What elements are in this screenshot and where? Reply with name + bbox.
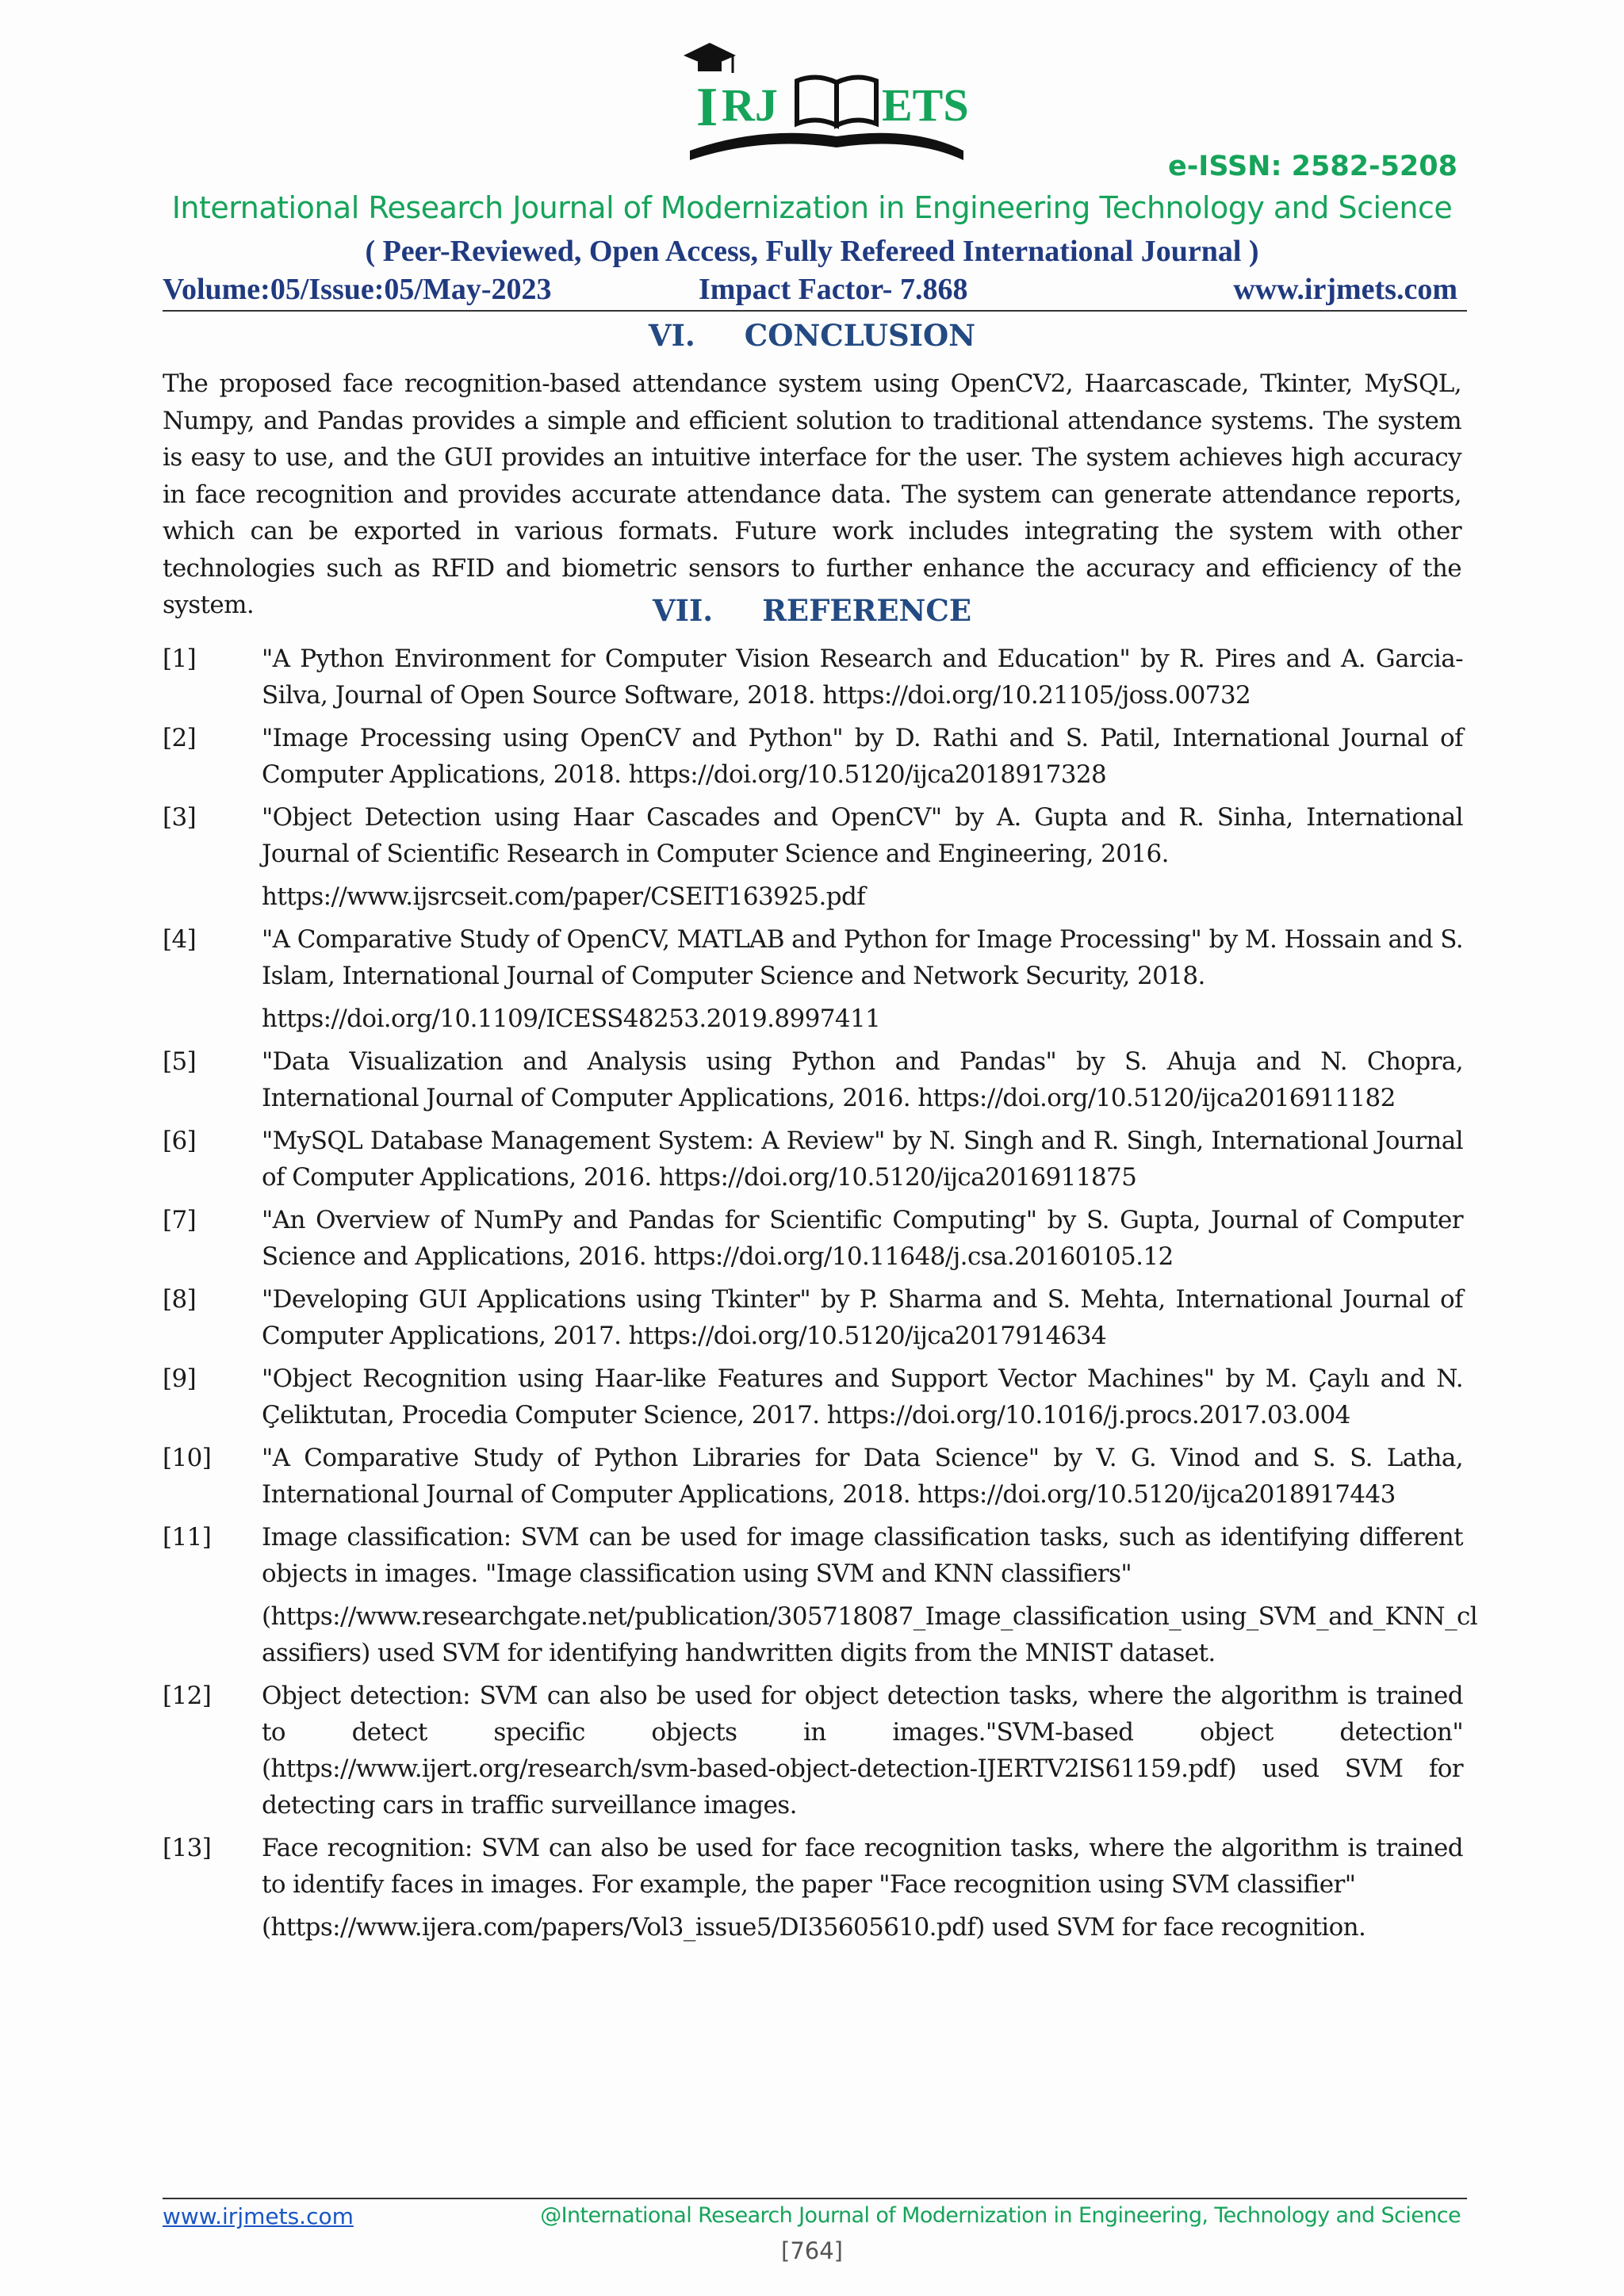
reference-citation: "A Comparative Study of OpenCV, MATLAB and Python for Image Processing" by M. Hossain and S. Islam, International Journal of Computer Science and Network Security, 2018. xyxy=(262,925,1463,990)
reference-list xyxy=(163,641,1478,1952)
reference-number: [4] xyxy=(163,925,197,954)
reference-text xyxy=(262,921,1463,1037)
reference-citation: Image classification: SVM can be used for image classification tasks, such as identifying different objects in images. "Image classification using SVM and KNN classifiers" xyxy=(262,1523,1463,1588)
conclusion-heading xyxy=(163,318,1461,353)
svg-text:RJ: RJ xyxy=(722,79,778,131)
reference-text xyxy=(262,1519,1478,1671)
reference-item xyxy=(163,799,1463,915)
reference-item xyxy=(163,720,1463,793)
reference-citation: Face recognition: SVM can also be used for face recognition tasks, where the algorithm is trained to identify faces in images. For example, the paper "Face recognition using SVM classifier" xyxy=(262,1834,1463,1899)
reference-text xyxy=(262,799,1463,915)
reference-citation: "A Comparative Study of Python Libraries for Data Science" by V. G. Vinod and S. S. Latha, International Journal of Computer Applications, 2018. https://doi.org/10.5120/ijca2018917443 xyxy=(262,1444,1463,1509)
reference-item xyxy=(163,921,1463,1037)
footer-website-link[interactable]: www.irjmets.com xyxy=(163,2203,354,2229)
peer-review-line: ( Peer-Reviewed, Open Access, Fully Refereed International Journal ) xyxy=(365,235,1259,268)
reference-number: [9] xyxy=(163,1364,197,1393)
reference-number: [6] xyxy=(163,1127,197,1155)
journal-title: International Research Journal of Modernization in Engineering Technology and Science xyxy=(171,190,1453,225)
reference-number: [1] xyxy=(163,645,197,673)
reference-number: [11] xyxy=(163,1523,212,1552)
reference-number: [5] xyxy=(163,1047,197,1076)
reference-number: [13] xyxy=(163,1834,212,1862)
reference-item xyxy=(163,1678,1463,1823)
reference-item xyxy=(163,1360,1463,1433)
reference-text xyxy=(262,1123,1463,1196)
reference-link[interactable]: https://doi.org/10.1109/ICESS48253.2019.8997411 xyxy=(262,1004,881,1033)
footer-copyright: @International Research Journal of Modernization in Engineering, Technology and Science xyxy=(540,2203,1461,2228)
svg-text:I: I xyxy=(696,77,718,138)
reference-citation: "Image Processing using OpenCV and Python" by D. Rathi and S. Patil, International Journal of Computer Applications, 2018. https://doi.org/10.5120/ijca2018917328 xyxy=(262,724,1463,789)
footer-divider xyxy=(163,2198,1467,2199)
reference-citation: "Object Recognition using Haar-like Features and Support Vector Machines" by M. Çaylı and N. Çeliktutan, Procedia Computer Science, 2017. https://doi.org/10.1016/j.procs.2017.03.004 xyxy=(262,1364,1463,1429)
impact-factor: Impact Factor- 7.868 xyxy=(699,273,968,306)
section-number: VII. xyxy=(652,593,714,628)
section-number: VI. xyxy=(648,318,695,353)
reference-link[interactable]: https://www.ijsrcseit.com/paper/CSEIT163925.pdf xyxy=(262,882,866,911)
issue-meta-line xyxy=(163,272,1467,312)
reference-number: [8] xyxy=(163,1285,197,1314)
issn-label: e-ISSN: 2582-5208 xyxy=(1168,151,1457,182)
reference-text xyxy=(262,1440,1463,1513)
reference-number: [3] xyxy=(163,803,197,832)
reference-item xyxy=(163,1830,1463,1946)
reference-text xyxy=(262,1360,1463,1433)
reference-text xyxy=(262,1281,1463,1354)
reference-citation: "Developing GUI Applications using Tkinter" by P. Sharma and S. Mehta, International Journal of Computer Applications, 2017. https://doi.org/10.5120/ijca2017914634 xyxy=(262,1285,1463,1350)
reference-citation: "Data Visualization and Analysis using Python and Pandas" by S. Ahuja and N. Chopra, International Journal of Computer Applications, 2016. https://doi.org/10.5120/ijca2016911182 xyxy=(262,1047,1463,1112)
reference-item xyxy=(163,1043,1463,1116)
reference-item xyxy=(163,1519,1478,1671)
reference-item xyxy=(163,1281,1463,1354)
reference-citation: "MySQL Database Management System: A Review" by N. Singh and R. Singh, International Journal of Computer Applications, 2016. https://doi.org/10.5120/ijca2016911875 xyxy=(262,1127,1463,1192)
reference-text xyxy=(262,1043,1463,1116)
reference-text xyxy=(262,1678,1463,1823)
page-number: [764] xyxy=(781,2237,843,2264)
reference-item xyxy=(163,1440,1463,1513)
header-website: www.irjmets.com xyxy=(1233,273,1457,306)
logo-graphic xyxy=(674,32,967,170)
svg-text:ETS: ETS xyxy=(882,79,967,131)
reference-number: [2] xyxy=(163,724,197,752)
reference-text xyxy=(262,720,1463,793)
section-title: CONCLUSION xyxy=(744,318,976,353)
reference-text xyxy=(262,1202,1463,1275)
reference-text xyxy=(262,1830,1463,1946)
reference-citation: "Object Detection using Haar Cascades and OpenCV" by A. Gupta and R. Sinha, International Journal of Scientific Research in Computer Science and Engineering, 2016. xyxy=(262,803,1463,868)
reference-number: [7] xyxy=(163,1206,197,1234)
reference-link[interactable]: (https://www.researchgate.net/publication/305718087_Image_classification_using_SVM_and_KNN_cl assifiers) used SVM for identifying handwritten digits from the MNIST dataset. xyxy=(262,1602,1478,1667)
conclusion-paragraph: The proposed face recognition-based attendance system using OpenCV2, Haarcascade, Tkinter, MySQL, Numpy, and Pandas provides a simple and efficient solution to traditional attendance systems. The system is easy to use, and the GUI provides an intuitive interface for the user. The system achieves high accuracy in face recognition and provides accurate attendance data. The system can generate attendance reports, which can be exported in various formats. Future work includes integrating the system with other technologies such as RFID and biometric sensors to further enhance the accuracy and efficiency of the system. xyxy=(163,369,1461,619)
reference-citation: "An Overview of NumPy and Pandas for Scientific Computing" by S. Gupta, Journal of Computer Science and Applications, 2016. https://doi.org/10.11648/j.csa.20160105.12 xyxy=(262,1206,1463,1271)
reference-link[interactable]: (https://www.ijera.com/papers/Vol3_issue5/DI35605610.pdf) used SVM for face recognition. xyxy=(262,1913,1366,1942)
reference-text xyxy=(262,641,1463,714)
section-title: REFERENCE xyxy=(762,593,972,628)
reference-item xyxy=(163,1123,1463,1196)
references-heading xyxy=(163,593,1461,628)
reference-number: [10] xyxy=(163,1444,212,1472)
reference-item xyxy=(163,641,1463,714)
volume-issue: Volume:05/Issue:05/May-2023 xyxy=(163,273,552,306)
reference-citation: "A Python Environment for Computer Vision Research and Education" by R. Pires and A. Garcia-Silva, Journal of Open Source Software, 2018. https://doi.org/10.21105/joss.00732 xyxy=(262,645,1463,710)
reference-citation: Object detection: SVM can also be used for object detection tasks, where the algorithm is trained to detect specific objects in images."SVM-based object detection" (https://www.ijert.org/research/svm-based-object-detection-IJERTV2IS61159.pdf) used SVM for detecting cars in traffic surveillance images. xyxy=(262,1682,1463,1820)
reference-number: [12] xyxy=(163,1682,212,1710)
irjmets-logo xyxy=(674,32,967,170)
reference-item xyxy=(163,1202,1463,1275)
